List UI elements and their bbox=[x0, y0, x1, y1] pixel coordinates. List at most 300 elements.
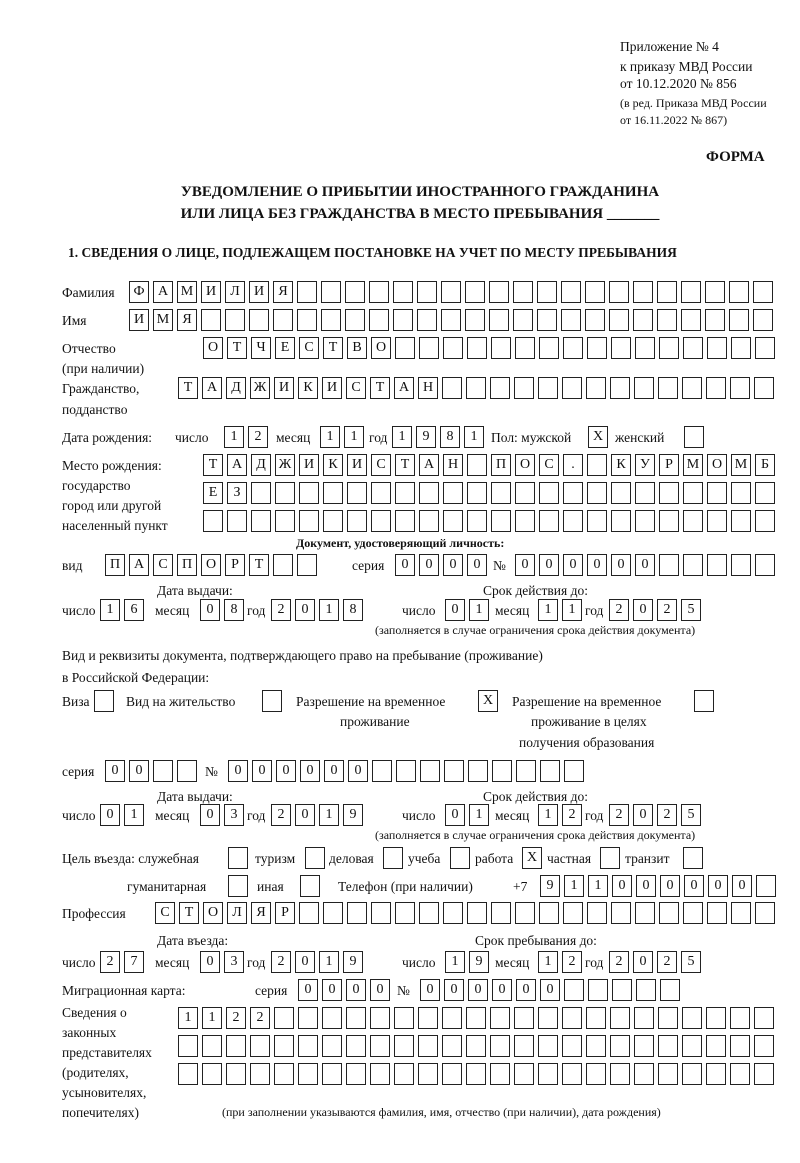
char-cell[interactable] bbox=[441, 281, 461, 303]
char-cell[interactable] bbox=[465, 309, 485, 331]
char-cell[interactable] bbox=[300, 875, 320, 897]
char-cell[interactable]: Б bbox=[755, 454, 775, 476]
char-cell[interactable]: 1 bbox=[344, 426, 364, 448]
temporary-residence-checkbox[interactable] bbox=[478, 690, 498, 712]
char-cell[interactable] bbox=[586, 377, 606, 399]
char-cell[interactable]: 0 bbox=[515, 554, 535, 576]
char-cell[interactable]: 0 bbox=[492, 979, 512, 1001]
char-cell[interactable]: П bbox=[491, 454, 511, 476]
char-cell[interactable] bbox=[539, 482, 559, 504]
purpose-service-checkbox[interactable] bbox=[228, 847, 248, 869]
char-cell[interactable] bbox=[466, 1035, 486, 1057]
char-cell[interactable] bbox=[226, 1035, 246, 1057]
char-cell[interactable]: 1 bbox=[562, 599, 582, 621]
char-cell[interactable] bbox=[371, 902, 391, 924]
char-cell[interactable] bbox=[443, 482, 463, 504]
char-cell[interactable]: Т bbox=[323, 337, 343, 359]
char-cell[interactable] bbox=[394, 1007, 414, 1029]
char-cell[interactable] bbox=[562, 1063, 582, 1085]
char-cell[interactable]: С bbox=[539, 454, 559, 476]
char-cell[interactable]: 0 bbox=[539, 554, 559, 576]
phone-field[interactable] bbox=[540, 875, 776, 897]
char-cell[interactable] bbox=[226, 1063, 246, 1085]
char-cell[interactable] bbox=[587, 482, 607, 504]
char-cell[interactable] bbox=[251, 510, 271, 532]
char-cell[interactable] bbox=[395, 510, 415, 532]
char-cell[interactable]: 2 bbox=[248, 426, 268, 448]
char-cell[interactable]: 0 bbox=[540, 979, 560, 1001]
char-cell[interactable] bbox=[94, 690, 114, 712]
char-cell[interactable] bbox=[612, 979, 632, 1001]
profession-field[interactable] bbox=[155, 902, 775, 924]
char-cell[interactable] bbox=[587, 510, 607, 532]
char-cell[interactable]: 8 bbox=[440, 426, 460, 448]
date-field[interactable] bbox=[538, 599, 582, 621]
char-cell[interactable]: 0 bbox=[395, 554, 415, 576]
char-cell[interactable]: Ф bbox=[129, 281, 149, 303]
char-cell[interactable] bbox=[634, 1063, 654, 1085]
char-cell[interactable] bbox=[298, 1035, 318, 1057]
char-cell[interactable] bbox=[658, 1035, 678, 1057]
char-cell[interactable] bbox=[274, 1063, 294, 1085]
char-cell[interactable]: А bbox=[419, 454, 439, 476]
representatives-field[interactable] bbox=[178, 1007, 774, 1029]
char-cell[interactable] bbox=[346, 1007, 366, 1029]
char-cell[interactable]: 0 bbox=[200, 599, 220, 621]
char-cell[interactable] bbox=[372, 760, 392, 782]
char-cell[interactable]: 1 bbox=[392, 426, 412, 448]
purpose-other-checkbox[interactable] bbox=[300, 875, 320, 897]
date-field[interactable] bbox=[445, 951, 489, 973]
char-cell[interactable] bbox=[178, 1035, 198, 1057]
char-cell[interactable] bbox=[588, 979, 608, 1001]
birth-month-field[interactable] bbox=[320, 426, 364, 448]
char-cell[interactable]: 0 bbox=[445, 804, 465, 826]
char-cell[interactable] bbox=[515, 482, 535, 504]
char-cell[interactable] bbox=[682, 1035, 702, 1057]
char-cell[interactable]: А bbox=[202, 377, 222, 399]
char-cell[interactable] bbox=[249, 309, 269, 331]
char-cell[interactable] bbox=[731, 510, 751, 532]
char-cell[interactable]: 6 bbox=[124, 599, 144, 621]
char-cell[interactable]: 0 bbox=[612, 875, 632, 897]
char-cell[interactable]: И bbox=[274, 377, 294, 399]
char-cell[interactable] bbox=[323, 482, 343, 504]
char-cell[interactable]: С bbox=[155, 902, 175, 924]
char-cell[interactable]: 0 bbox=[276, 760, 296, 782]
char-cell[interactable] bbox=[393, 309, 413, 331]
char-cell[interactable]: 0 bbox=[708, 875, 728, 897]
char-cell[interactable] bbox=[683, 510, 703, 532]
char-cell[interactable]: . bbox=[563, 454, 583, 476]
migration-card-number-field[interactable] bbox=[420, 979, 680, 1001]
char-cell[interactable] bbox=[539, 510, 559, 532]
char-cell[interactable] bbox=[563, 482, 583, 504]
char-cell[interactable]: О bbox=[371, 337, 391, 359]
residence-permit-checkbox[interactable] bbox=[262, 690, 282, 712]
char-cell[interactable] bbox=[250, 1063, 270, 1085]
char-cell[interactable] bbox=[562, 1007, 582, 1029]
char-cell[interactable] bbox=[610, 377, 630, 399]
char-cell[interactable] bbox=[562, 1035, 582, 1057]
char-cell[interactable]: О bbox=[201, 554, 221, 576]
char-cell[interactable]: А bbox=[129, 554, 149, 576]
char-cell[interactable]: 2 bbox=[657, 804, 677, 826]
char-cell[interactable]: 0 bbox=[445, 599, 465, 621]
date-field[interactable] bbox=[609, 804, 701, 826]
char-cell[interactable]: 0 bbox=[660, 875, 680, 897]
char-cell[interactable]: 9 bbox=[540, 875, 560, 897]
char-cell[interactable] bbox=[706, 1007, 726, 1029]
char-cell[interactable]: В bbox=[347, 337, 367, 359]
char-cell[interactable] bbox=[273, 309, 293, 331]
char-cell[interactable] bbox=[731, 554, 751, 576]
char-cell[interactable]: О bbox=[515, 454, 535, 476]
char-cell[interactable] bbox=[754, 1063, 774, 1085]
char-cell[interactable] bbox=[468, 760, 488, 782]
char-cell[interactable] bbox=[492, 760, 512, 782]
char-cell[interactable] bbox=[731, 337, 751, 359]
char-cell[interactable]: 8 bbox=[224, 599, 244, 621]
char-cell[interactable] bbox=[262, 690, 282, 712]
char-cell[interactable]: 2 bbox=[562, 804, 582, 826]
char-cell[interactable] bbox=[442, 1063, 462, 1085]
char-cell[interactable]: И bbox=[347, 454, 367, 476]
char-cell[interactable]: А bbox=[153, 281, 173, 303]
char-cell[interactable] bbox=[467, 902, 487, 924]
char-cell[interactable]: У bbox=[635, 454, 655, 476]
doc-kind-field[interactable] bbox=[105, 554, 317, 576]
char-cell[interactable] bbox=[635, 510, 655, 532]
char-cell[interactable] bbox=[731, 482, 751, 504]
char-cell[interactable] bbox=[634, 377, 654, 399]
char-cell[interactable]: 0 bbox=[129, 760, 149, 782]
char-cell[interactable] bbox=[682, 1063, 702, 1085]
char-cell[interactable] bbox=[275, 482, 295, 504]
char-cell[interactable] bbox=[694, 690, 714, 712]
char-cell[interactable]: Т bbox=[370, 377, 390, 399]
char-cell[interactable] bbox=[443, 902, 463, 924]
char-cell[interactable] bbox=[441, 309, 461, 331]
char-cell[interactable]: 0 bbox=[200, 951, 220, 973]
char-cell[interactable] bbox=[297, 554, 317, 576]
char-cell[interactable]: 9 bbox=[416, 426, 436, 448]
char-cell[interactable] bbox=[274, 1007, 294, 1029]
char-cell[interactable] bbox=[633, 309, 653, 331]
char-cell[interactable] bbox=[491, 902, 511, 924]
char-cell[interactable]: Т bbox=[178, 377, 198, 399]
char-cell[interactable] bbox=[585, 281, 605, 303]
char-cell[interactable] bbox=[516, 760, 536, 782]
char-cell[interactable] bbox=[370, 1063, 390, 1085]
char-cell[interactable]: X bbox=[478, 690, 498, 712]
char-cell[interactable]: О bbox=[707, 454, 727, 476]
representatives-field[interactable] bbox=[178, 1063, 774, 1085]
date-field[interactable] bbox=[538, 804, 582, 826]
char-cell[interactable]: С bbox=[371, 454, 391, 476]
char-cell[interactable]: Р bbox=[659, 454, 679, 476]
char-cell[interactable] bbox=[419, 482, 439, 504]
migration-card-series-field[interactable] bbox=[298, 979, 390, 1001]
char-cell[interactable] bbox=[395, 337, 415, 359]
char-cell[interactable]: 1 bbox=[469, 804, 489, 826]
char-cell[interactable]: Р bbox=[225, 554, 245, 576]
char-cell[interactable]: М bbox=[153, 309, 173, 331]
date-field[interactable] bbox=[100, 599, 144, 621]
char-cell[interactable]: М bbox=[683, 454, 703, 476]
char-cell[interactable] bbox=[514, 1007, 534, 1029]
char-cell[interactable] bbox=[564, 760, 584, 782]
char-cell[interactable] bbox=[609, 281, 629, 303]
char-cell[interactable]: 1 bbox=[319, 599, 339, 621]
char-cell[interactable] bbox=[489, 281, 509, 303]
char-cell[interactable]: Ж bbox=[250, 377, 270, 399]
char-cell[interactable] bbox=[466, 377, 486, 399]
char-cell[interactable]: 2 bbox=[250, 1007, 270, 1029]
char-cell[interactable] bbox=[706, 1035, 726, 1057]
char-cell[interactable] bbox=[635, 902, 655, 924]
char-cell[interactable]: С bbox=[299, 337, 319, 359]
char-cell[interactable] bbox=[600, 847, 620, 869]
char-cell[interactable] bbox=[345, 281, 365, 303]
char-cell[interactable] bbox=[514, 1035, 534, 1057]
char-cell[interactable] bbox=[393, 281, 413, 303]
char-cell[interactable]: 0 bbox=[252, 760, 272, 782]
date-field[interactable] bbox=[271, 599, 363, 621]
char-cell[interactable]: Е bbox=[203, 482, 223, 504]
char-cell[interactable]: 2 bbox=[657, 599, 677, 621]
birth-day-field[interactable] bbox=[224, 426, 268, 448]
char-cell[interactable]: 0 bbox=[298, 979, 318, 1001]
char-cell[interactable] bbox=[683, 554, 703, 576]
char-cell[interactable] bbox=[610, 1007, 630, 1029]
char-cell[interactable]: Л bbox=[225, 281, 245, 303]
char-cell[interactable] bbox=[682, 377, 702, 399]
char-cell[interactable]: А bbox=[227, 454, 247, 476]
char-cell[interactable] bbox=[755, 554, 775, 576]
char-cell[interactable] bbox=[444, 760, 464, 782]
char-cell[interactable] bbox=[634, 1007, 654, 1029]
char-cell[interactable] bbox=[443, 510, 463, 532]
char-cell[interactable] bbox=[563, 337, 583, 359]
char-cell[interactable]: 0 bbox=[419, 554, 439, 576]
char-cell[interactable] bbox=[729, 309, 749, 331]
char-cell[interactable] bbox=[419, 337, 439, 359]
char-cell[interactable] bbox=[681, 309, 701, 331]
char-cell[interactable] bbox=[467, 337, 487, 359]
char-cell[interactable]: С bbox=[346, 377, 366, 399]
char-cell[interactable]: 0 bbox=[295, 951, 315, 973]
char-cell[interactable]: И bbox=[322, 377, 342, 399]
char-cell[interactable] bbox=[250, 1035, 270, 1057]
char-cell[interactable]: Ч bbox=[251, 337, 271, 359]
char-cell[interactable]: А bbox=[394, 377, 414, 399]
char-cell[interactable] bbox=[251, 482, 271, 504]
permit-number-field[interactable] bbox=[228, 760, 584, 782]
char-cell[interactable] bbox=[563, 902, 583, 924]
char-cell[interactable] bbox=[273, 554, 293, 576]
char-cell[interactable] bbox=[321, 281, 341, 303]
birthplace-field[interactable] bbox=[203, 482, 775, 504]
char-cell[interactable]: 5 bbox=[681, 804, 701, 826]
char-cell[interactable] bbox=[347, 510, 367, 532]
char-cell[interactable]: 1 bbox=[319, 804, 339, 826]
char-cell[interactable]: 2 bbox=[562, 951, 582, 973]
char-cell[interactable] bbox=[419, 510, 439, 532]
char-cell[interactable]: 1 bbox=[319, 951, 339, 973]
char-cell[interactable] bbox=[561, 309, 581, 331]
char-cell[interactable]: И bbox=[129, 309, 149, 331]
char-cell[interactable] bbox=[635, 482, 655, 504]
date-field[interactable] bbox=[100, 804, 144, 826]
char-cell[interactable] bbox=[490, 377, 510, 399]
char-cell[interactable]: 0 bbox=[322, 979, 342, 1001]
char-cell[interactable] bbox=[383, 847, 403, 869]
char-cell[interactable]: 0 bbox=[348, 760, 368, 782]
char-cell[interactable]: 3 bbox=[224, 804, 244, 826]
char-cell[interactable]: 2 bbox=[609, 599, 629, 621]
char-cell[interactable] bbox=[707, 510, 727, 532]
char-cell[interactable]: М bbox=[177, 281, 197, 303]
char-cell[interactable]: 0 bbox=[444, 979, 464, 1001]
char-cell[interactable]: П bbox=[105, 554, 125, 576]
char-cell[interactable] bbox=[227, 510, 247, 532]
char-cell[interactable] bbox=[562, 377, 582, 399]
date-field[interactable] bbox=[200, 804, 244, 826]
char-cell[interactable] bbox=[513, 309, 533, 331]
char-cell[interactable] bbox=[299, 510, 319, 532]
char-cell[interactable]: П bbox=[177, 554, 197, 576]
char-cell[interactable]: 1 bbox=[178, 1007, 198, 1029]
char-cell[interactable] bbox=[228, 875, 248, 897]
char-cell[interactable] bbox=[305, 847, 325, 869]
date-field[interactable] bbox=[445, 804, 489, 826]
char-cell[interactable]: Т bbox=[179, 902, 199, 924]
char-cell[interactable]: Н bbox=[418, 377, 438, 399]
char-cell[interactable] bbox=[658, 377, 678, 399]
char-cell[interactable] bbox=[369, 309, 389, 331]
char-cell[interactable] bbox=[729, 281, 749, 303]
char-cell[interactable] bbox=[513, 281, 533, 303]
char-cell[interactable] bbox=[395, 902, 415, 924]
char-cell[interactable]: 8 bbox=[343, 599, 363, 621]
char-cell[interactable]: 3 bbox=[224, 951, 244, 973]
char-cell[interactable] bbox=[418, 1063, 438, 1085]
male-checkbox[interactable] bbox=[588, 426, 608, 448]
char-cell[interactable]: 0 bbox=[684, 875, 704, 897]
char-cell[interactable] bbox=[420, 760, 440, 782]
char-cell[interactable] bbox=[706, 377, 726, 399]
char-cell[interactable]: X bbox=[588, 426, 608, 448]
char-cell[interactable] bbox=[345, 309, 365, 331]
char-cell[interactable] bbox=[514, 1063, 534, 1085]
char-cell[interactable] bbox=[491, 482, 511, 504]
char-cell[interactable]: 0 bbox=[636, 875, 656, 897]
char-cell[interactable] bbox=[659, 482, 679, 504]
char-cell[interactable]: К bbox=[611, 454, 631, 476]
char-cell[interactable]: 2 bbox=[657, 951, 677, 973]
char-cell[interactable] bbox=[489, 309, 509, 331]
char-cell[interactable] bbox=[635, 337, 655, 359]
char-cell[interactable] bbox=[396, 760, 416, 782]
char-cell[interactable] bbox=[418, 1007, 438, 1029]
char-cell[interactable] bbox=[323, 902, 343, 924]
char-cell[interactable] bbox=[538, 377, 558, 399]
char-cell[interactable] bbox=[586, 1007, 606, 1029]
char-cell[interactable] bbox=[347, 482, 367, 504]
char-cell[interactable]: 2 bbox=[271, 804, 291, 826]
date-field[interactable] bbox=[271, 951, 363, 973]
char-cell[interactable] bbox=[586, 1063, 606, 1085]
char-cell[interactable] bbox=[587, 902, 607, 924]
char-cell[interactable] bbox=[610, 1063, 630, 1085]
char-cell[interactable] bbox=[322, 1035, 342, 1057]
char-cell[interactable] bbox=[442, 1035, 462, 1057]
char-cell[interactable]: 1 bbox=[224, 426, 244, 448]
char-cell[interactable] bbox=[346, 1035, 366, 1057]
char-cell[interactable] bbox=[537, 281, 557, 303]
char-cell[interactable]: Ж bbox=[275, 454, 295, 476]
char-cell[interactable] bbox=[225, 309, 245, 331]
char-cell[interactable] bbox=[467, 482, 487, 504]
char-cell[interactable]: 1 bbox=[100, 599, 120, 621]
char-cell[interactable] bbox=[683, 337, 703, 359]
char-cell[interactable] bbox=[394, 1035, 414, 1057]
char-cell[interactable]: И bbox=[249, 281, 269, 303]
purpose-business-checkbox[interactable] bbox=[383, 847, 403, 869]
char-cell[interactable] bbox=[706, 1063, 726, 1085]
char-cell[interactable]: 1 bbox=[124, 804, 144, 826]
char-cell[interactable] bbox=[394, 1063, 414, 1085]
char-cell[interactable] bbox=[634, 1035, 654, 1057]
char-cell[interactable] bbox=[561, 281, 581, 303]
date-field[interactable] bbox=[538, 951, 582, 973]
char-cell[interactable]: Т bbox=[203, 454, 223, 476]
char-cell[interactable] bbox=[705, 281, 725, 303]
char-cell[interactable]: 9 bbox=[343, 951, 363, 973]
char-cell[interactable] bbox=[371, 510, 391, 532]
char-cell[interactable] bbox=[658, 1063, 678, 1085]
char-cell[interactable]: 0 bbox=[563, 554, 583, 576]
char-cell[interactable] bbox=[754, 1035, 774, 1057]
char-cell[interactable] bbox=[201, 309, 221, 331]
char-cell[interactable] bbox=[707, 902, 727, 924]
char-cell[interactable] bbox=[611, 510, 631, 532]
char-cell[interactable]: 0 bbox=[516, 979, 536, 1001]
char-cell[interactable]: 0 bbox=[105, 760, 125, 782]
char-cell[interactable] bbox=[369, 281, 389, 303]
char-cell[interactable]: 0 bbox=[635, 554, 655, 576]
char-cell[interactable] bbox=[683, 902, 703, 924]
char-cell[interactable]: 0 bbox=[370, 979, 390, 1001]
char-cell[interactable] bbox=[347, 902, 367, 924]
char-cell[interactable]: 0 bbox=[295, 599, 315, 621]
char-cell[interactable] bbox=[490, 1035, 510, 1057]
char-cell[interactable] bbox=[515, 902, 535, 924]
char-cell[interactable]: И bbox=[299, 454, 319, 476]
char-cell[interactable]: Т bbox=[395, 454, 415, 476]
char-cell[interactable] bbox=[323, 510, 343, 532]
char-cell[interactable] bbox=[202, 1035, 222, 1057]
education-residence-checkbox[interactable] bbox=[694, 690, 714, 712]
char-cell[interactable] bbox=[442, 1007, 462, 1029]
char-cell[interactable] bbox=[202, 1063, 222, 1085]
char-cell[interactable] bbox=[466, 1007, 486, 1029]
char-cell[interactable] bbox=[658, 1007, 678, 1029]
char-cell[interactable] bbox=[659, 902, 679, 924]
female-checkbox[interactable] bbox=[684, 426, 704, 448]
char-cell[interactable]: 2 bbox=[609, 804, 629, 826]
